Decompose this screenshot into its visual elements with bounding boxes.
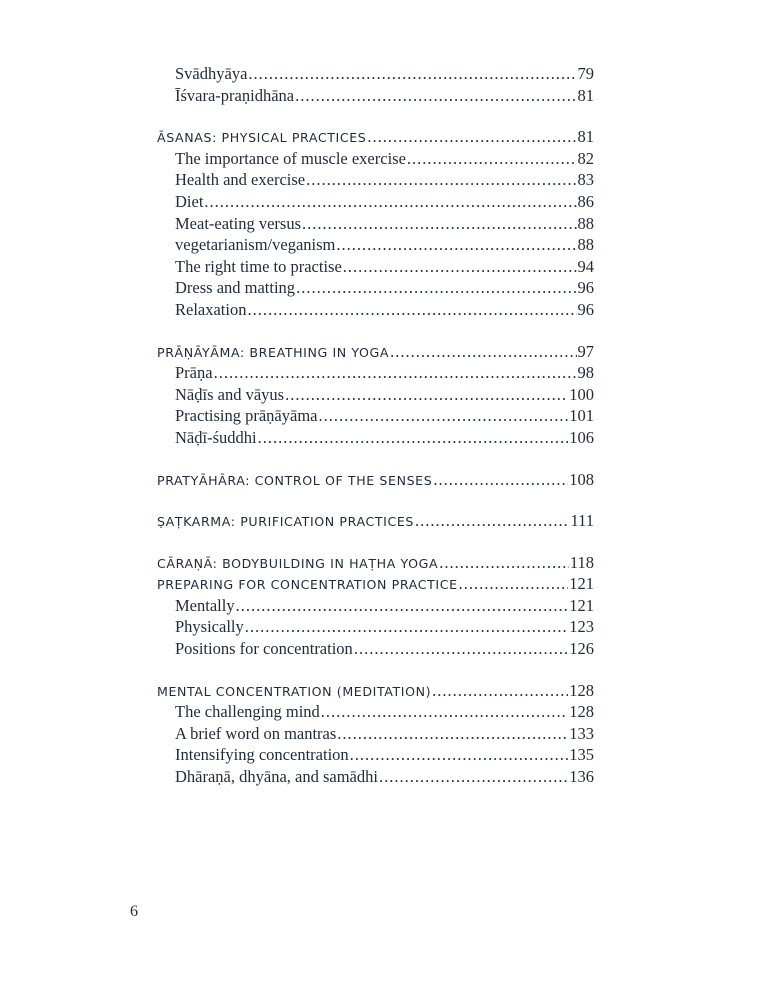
toc-entry-label: Meat-eating versus bbox=[175, 213, 301, 233]
page-number: 6 bbox=[130, 903, 138, 920]
dot-leader bbox=[336, 235, 576, 255]
toc-entry-label: Nāḍīs and vāyus bbox=[175, 384, 285, 404]
dot-leader bbox=[459, 574, 569, 594]
dot-leader bbox=[439, 553, 569, 573]
toc-entry-page: 123 bbox=[569, 617, 594, 637]
toc-entry-label: The importance of muscle exercise bbox=[175, 148, 406, 168]
toc-entry[interactable] bbox=[157, 385, 594, 407]
toc-entry-label: The challenging mind bbox=[175, 702, 320, 722]
dot-leader bbox=[350, 745, 569, 765]
toc-entry[interactable] bbox=[157, 767, 594, 789]
toc-entry[interactable] bbox=[157, 639, 594, 661]
toc-heading-page: 97 bbox=[577, 341, 594, 361]
toc-entry[interactable] bbox=[157, 86, 594, 108]
toc-entry-label: A brief word on mantras bbox=[175, 723, 337, 743]
toc-entry-label: Diet bbox=[175, 191, 204, 211]
toc-entry-label: vegetarianism/veganism bbox=[175, 235, 336, 255]
toc-heading[interactable] bbox=[157, 342, 594, 364]
toc-entry-label: Intensifying concentration bbox=[175, 745, 349, 765]
toc-entry[interactable] bbox=[157, 745, 594, 767]
toc-heading[interactable] bbox=[157, 470, 594, 492]
toc-entry-page: 88 bbox=[577, 235, 594, 255]
toc-entry-page: 100 bbox=[569, 384, 594, 404]
toc-entry-label: Svādhyāya bbox=[175, 64, 248, 83]
toc-group-satkarma bbox=[157, 511, 594, 533]
dot-leader bbox=[321, 702, 568, 722]
toc-heading-label: PRĀṆĀYĀMA: BREATHING IN YOGA bbox=[157, 344, 390, 360]
toc-group-pranayama bbox=[157, 342, 594, 450]
dot-leader bbox=[432, 681, 568, 701]
dot-leader bbox=[295, 86, 576, 106]
toc-heading-page: 111 bbox=[570, 511, 594, 531]
toc-entry-label: Relaxation bbox=[175, 299, 247, 319]
toc-heading[interactable] bbox=[157, 574, 594, 596]
toc-entry[interactable] bbox=[157, 428, 594, 450]
toc-entry-page: 88 bbox=[577, 213, 594, 233]
dot-leader bbox=[390, 342, 576, 362]
dot-leader bbox=[407, 149, 577, 169]
toc-heading-label: ĀSANAS: PHYSICAL PRACTICES bbox=[157, 130, 367, 146]
toc-entry[interactable] bbox=[157, 235, 594, 257]
toc-group-preparing-concentration bbox=[157, 574, 594, 660]
toc-entry-page: 101 bbox=[569, 406, 594, 426]
dot-leader bbox=[319, 406, 569, 426]
toc-group-asanas bbox=[157, 127, 594, 321]
dot-leader bbox=[258, 428, 569, 448]
toc-entry-page: 81 bbox=[577, 85, 594, 105]
toc-heading-label: PRATYĀHĀRA: CONTROL OF THE SENSES bbox=[157, 472, 433, 488]
toc-entry-page: 82 bbox=[577, 148, 594, 168]
toc-group-mental-concentration bbox=[157, 681, 594, 789]
toc-entry[interactable] bbox=[157, 214, 594, 236]
toc-entry[interactable] bbox=[157, 363, 594, 385]
dot-leader bbox=[236, 596, 569, 616]
toc-heading-label: MENTAL CONCENTRATION (MEDITATION) bbox=[157, 683, 432, 699]
toc-entry-label: Prāṇa bbox=[175, 363, 213, 383]
toc-heading-label: PREPARING FOR CONCENTRATION PRACTICE bbox=[157, 577, 458, 593]
toc-entry-page: 106 bbox=[569, 427, 594, 447]
toc-entry-page: 79 bbox=[577, 64, 594, 83]
toc-entry[interactable] bbox=[157, 278, 594, 300]
dot-leader bbox=[248, 64, 576, 84]
toc-entry-page: 135 bbox=[569, 745, 594, 765]
dot-leader bbox=[354, 639, 568, 659]
dot-leader bbox=[379, 767, 568, 787]
dot-leader bbox=[302, 214, 577, 234]
toc-entry-label: Dhāraṇā, dhyāna, and samādhi bbox=[175, 767, 378, 787]
toc-heading-page: 81 bbox=[577, 127, 594, 147]
toc-heading-page: 118 bbox=[569, 552, 594, 572]
toc-heading[interactable] bbox=[157, 127, 594, 149]
toc-entry-page: 83 bbox=[577, 170, 594, 190]
toc-entry-label: Dress and matting bbox=[175, 278, 296, 298]
toc-group-pratyahara bbox=[157, 470, 594, 492]
toc-entry-label: Practising prāṇāyāma bbox=[175, 406, 318, 426]
toc-heading[interactable] bbox=[157, 511, 594, 533]
dot-leader bbox=[306, 170, 576, 190]
toc-entry-page: 133 bbox=[569, 723, 594, 743]
toc-entry-page: 126 bbox=[569, 639, 594, 659]
toc-heading[interactable] bbox=[157, 681, 594, 703]
toc-entry-page: 128 bbox=[569, 702, 594, 722]
dot-leader bbox=[285, 385, 568, 405]
toc-heading-page: 108 bbox=[569, 469, 594, 489]
toc-entry-page: 136 bbox=[569, 767, 594, 787]
toc-entry[interactable] bbox=[157, 724, 594, 746]
dot-leader bbox=[415, 511, 569, 531]
toc-entry-label: Positions for concentration bbox=[175, 639, 353, 659]
toc-entry[interactable] bbox=[157, 596, 594, 618]
dot-leader bbox=[337, 724, 568, 744]
toc-entry[interactable] bbox=[157, 617, 594, 639]
toc-entry-page: 86 bbox=[577, 191, 594, 211]
toc-heading[interactable] bbox=[157, 553, 594, 575]
toc-group-yamas-niyamas bbox=[157, 64, 594, 107]
toc-entry-label: Nāḍī-śuddhi bbox=[175, 427, 257, 447]
dot-leader bbox=[343, 257, 577, 277]
toc-entry[interactable] bbox=[157, 300, 594, 322]
dot-leader bbox=[433, 470, 568, 490]
toc-entry[interactable] bbox=[157, 257, 594, 279]
toc-heading-label: ṢAṬKARMA: PURIFICATION PRACTICES bbox=[157, 514, 414, 530]
toc-heading-page: 121 bbox=[569, 574, 594, 594]
toc-entry-page: 94 bbox=[577, 256, 594, 276]
toc-entry[interactable] bbox=[157, 702, 594, 724]
toc-entry[interactable] bbox=[157, 170, 594, 192]
toc-group-carana bbox=[157, 553, 594, 575]
toc-entry-label: Physically bbox=[175, 617, 244, 637]
table-of-contents bbox=[157, 64, 594, 809]
toc-entry-page: 121 bbox=[569, 595, 594, 615]
dot-leader bbox=[296, 278, 576, 298]
dot-leader bbox=[367, 127, 576, 147]
toc-entry[interactable] bbox=[157, 149, 594, 171]
toc-entry-label: Health and exercise bbox=[175, 170, 306, 190]
toc-entry[interactable] bbox=[157, 192, 594, 214]
toc-entry-page: 98 bbox=[577, 363, 594, 383]
toc-entry-page: 96 bbox=[577, 278, 594, 298]
toc-heading-page: 128 bbox=[569, 680, 594, 700]
toc-entry-label: The right time to practise bbox=[175, 256, 342, 276]
toc-entry-label: Īśvara-praṇidhāna bbox=[175, 85, 295, 105]
toc-entry[interactable] bbox=[157, 64, 594, 86]
dot-leader bbox=[247, 300, 576, 320]
dot-leader bbox=[204, 192, 576, 212]
toc-entry-page: 96 bbox=[577, 299, 594, 319]
toc-entry-label: Mentally bbox=[175, 595, 235, 615]
toc-entry[interactable] bbox=[157, 406, 594, 428]
dot-leader bbox=[214, 363, 577, 383]
toc-heading-label: CĀRAṆĀ: BODYBUILDING IN HAṬHA YOGA bbox=[157, 555, 439, 571]
dot-leader bbox=[245, 617, 569, 637]
